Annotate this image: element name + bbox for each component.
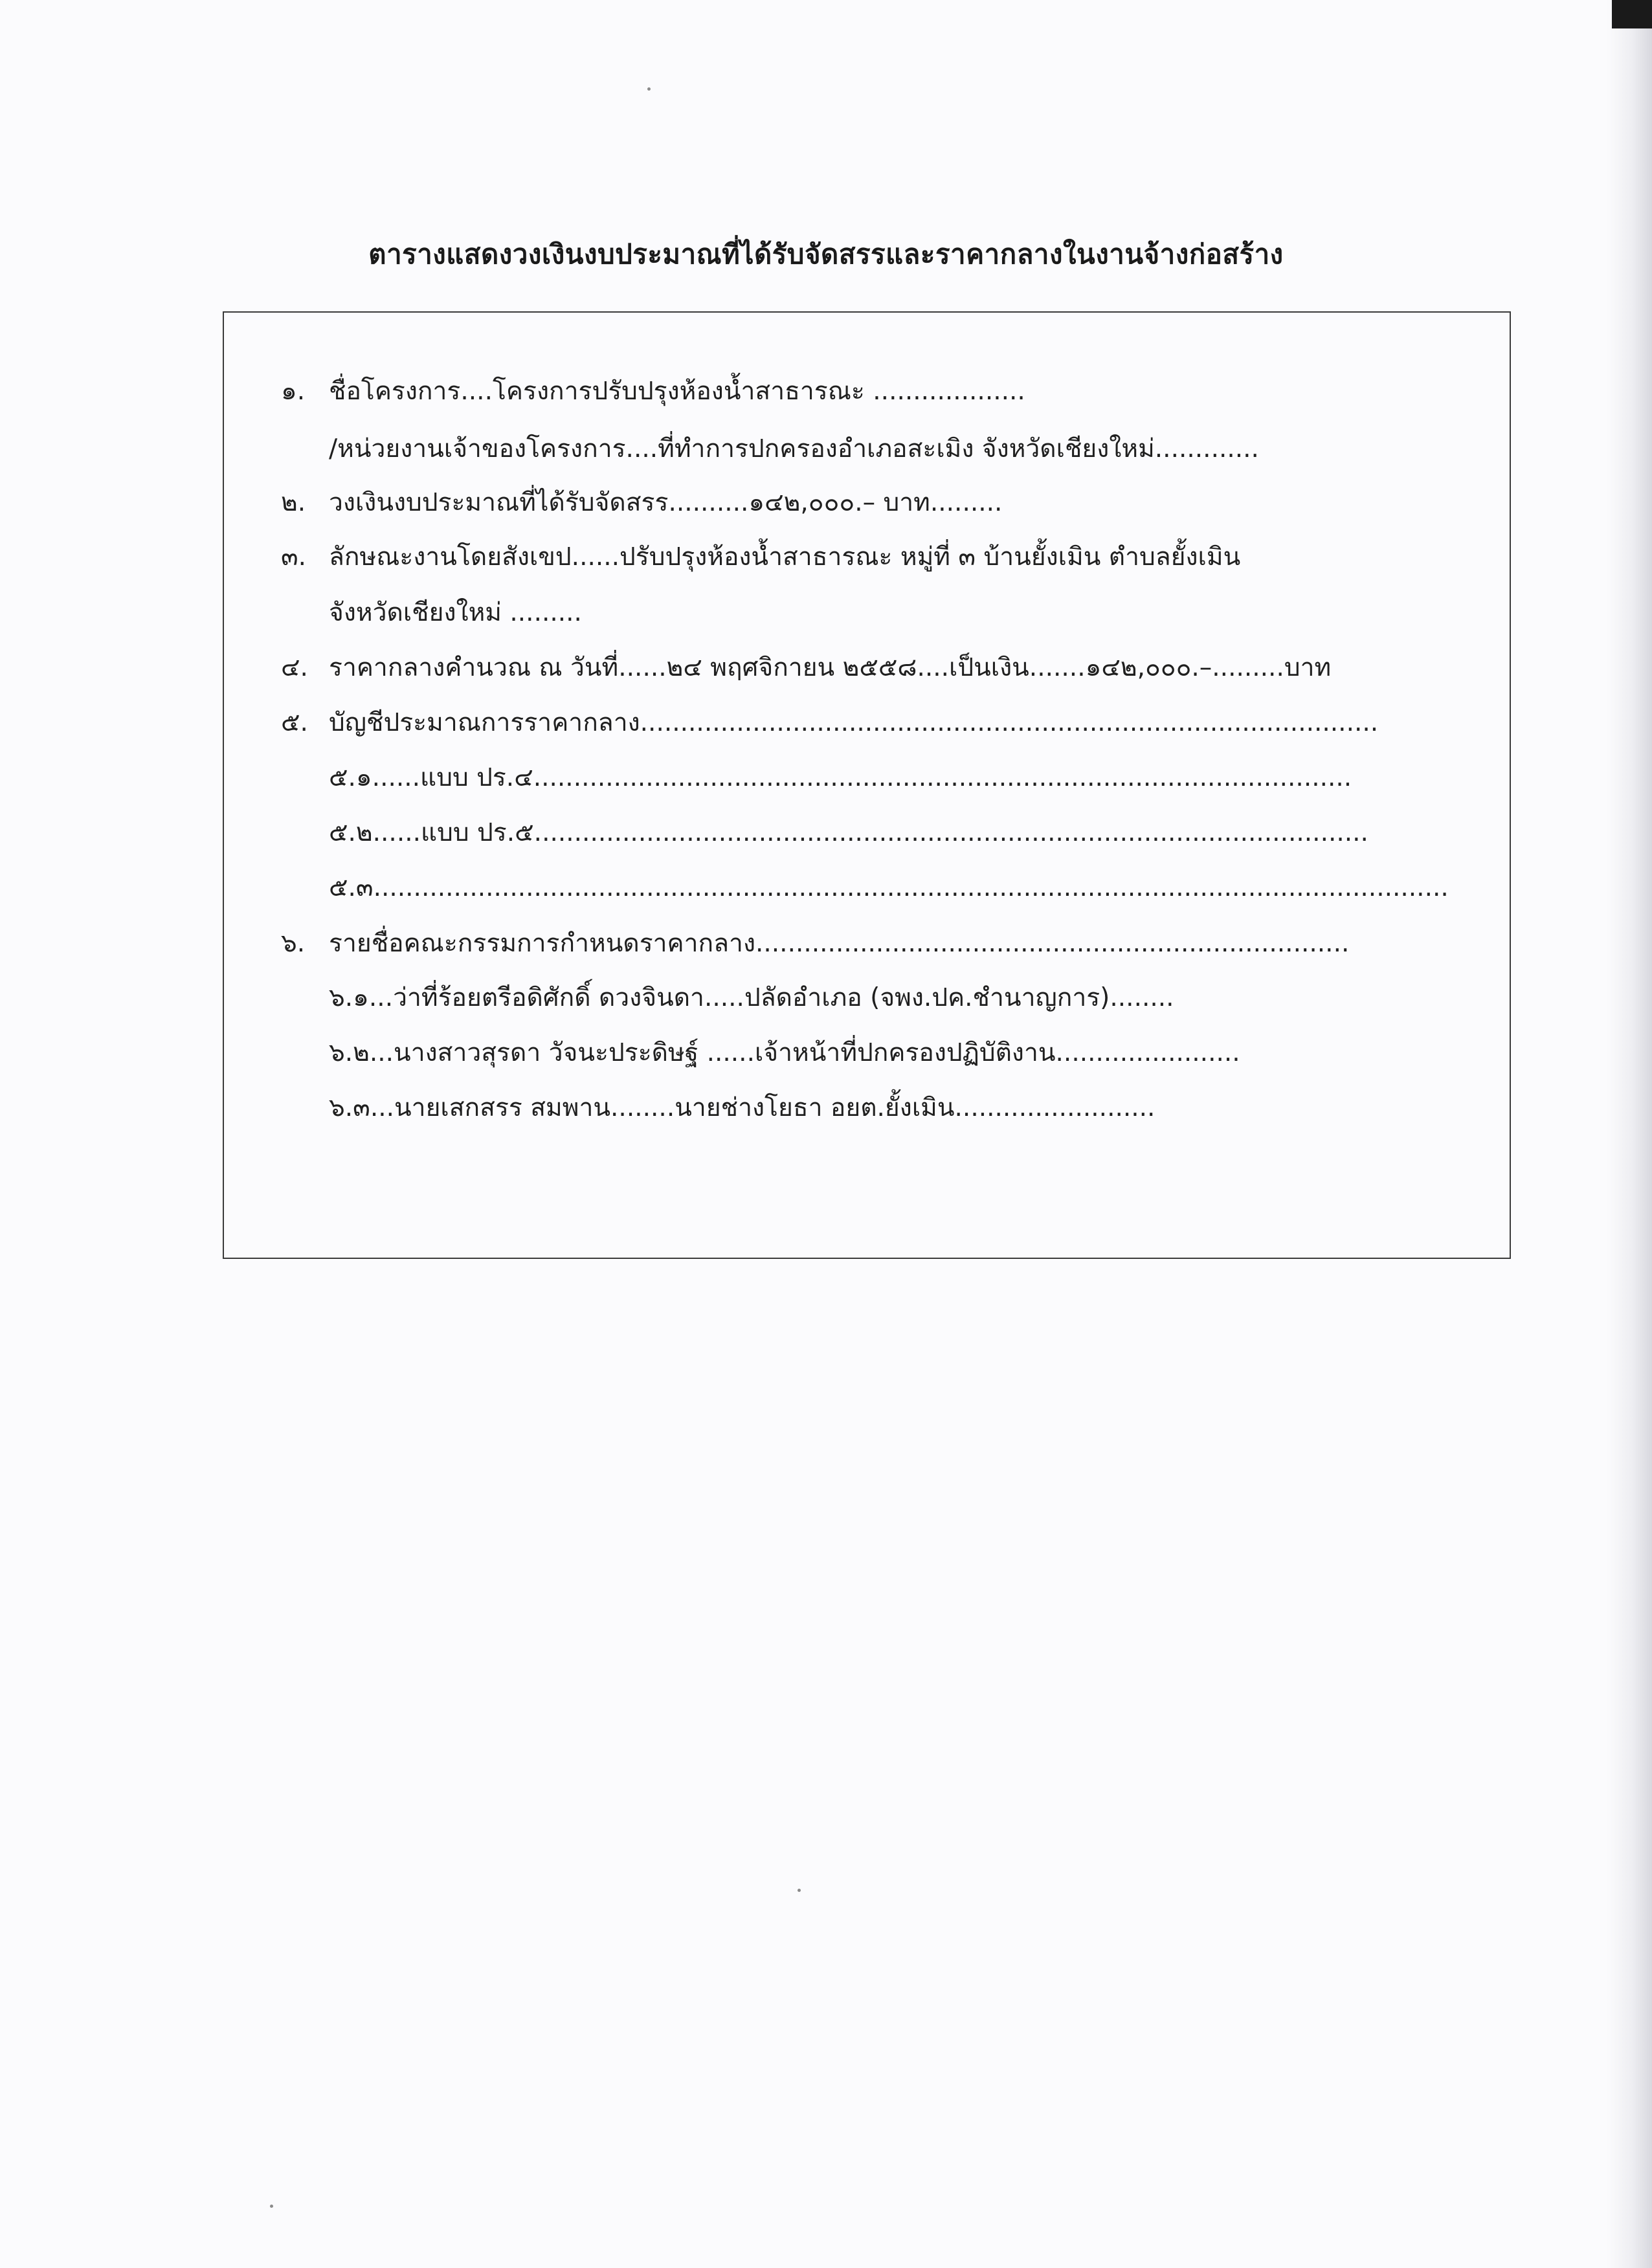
item-text: ราคากลางคำนวณ ณ วันที่......๒๔ พฤศจิกายน ๒๕๕๘....เป็นเงิน.......๑๔๒,๐๐๐.–.........บาท: [329, 653, 1332, 682]
item-5-2: [329, 816, 1368, 850]
item-6-2: [329, 1036, 1240, 1070]
scan-speck: [270, 2205, 273, 2208]
item-6-1: [329, 981, 1174, 1015]
item-text: บัญชีประมาณการราคากลาง............................................................................................: [329, 708, 1379, 737]
item-text: ๕.๒......แบบ ปร.๕........................................................................................................: [329, 818, 1368, 847]
item-text: วงเงินงบประมาณที่ได้รับจัดสรร..........๑๔๒,๐๐๐.– บาท.........: [329, 488, 1003, 517]
item-text: ลักษณะงานโดยสังเขป......ปรับปรุงห้องน้ำสาธารณะ หมู่ที่ ๓ บ้านยั้งเมิน ตำบลยั้งเมิน: [329, 542, 1241, 572]
item-text: ๖.๑...ว่าที่ร้อยตรีอดิศักดิ์ ดวงจินดา.....ปลัดอำเภอ (จพง.ปค.ชำนาญการ)........: [329, 983, 1174, 1012]
scan-edge-shadow: [1607, 0, 1652, 2268]
item-number: ๔.: [281, 653, 308, 682]
item-1-agency: [329, 432, 1259, 466]
item-text: จังหวัดเชียงใหม่ .........: [329, 598, 582, 627]
item-number: ๕.: [281, 708, 308, 737]
item-text: ๕.๑......แบบ ปร.๔......................................................................................................: [329, 763, 1352, 792]
scan-speck: [798, 1889, 801, 1892]
project-info-box: [223, 311, 1511, 1259]
item-number: ๒.: [281, 488, 306, 517]
item-6-3: [329, 1091, 1155, 1125]
item-3-cont: [329, 596, 582, 630]
item-text: ๖.๓...นายเสกสรร สมพาน........นายช่างโยธา อยต.ยั้งเมิน.........................: [329, 1093, 1155, 1122]
item-number: ๖.: [281, 929, 306, 958]
item-5-3: [329, 871, 1449, 905]
item-text: ชื่อโครงการ....โครงการปรับปรุงห้องน้ำสาธารณะ ...................: [329, 377, 1025, 406]
item-text: รายชื่อคณะกรรมการกำหนดราคากลาง..........................................................................: [329, 929, 1350, 958]
scan-corner-mark: [1612, 0, 1652, 28]
item-5-1: [329, 761, 1352, 795]
item-text: ๖.๒...นางสาวสุรดา วัจนะประดิษฐ์ ......เจ้าหน้าที่ปกครองปฏิบัติงาน.......................: [329, 1038, 1240, 1067]
item-text: /หน่วยงานเจ้าของโครงการ....ที่ทำการปกครองอำเภอสะเมิง จังหวัดเชียงใหม่.............: [329, 434, 1259, 463]
item-number: ๓.: [281, 542, 307, 572]
scan-speck: [647, 87, 651, 91]
item-text: ๕.๓......................................................................................................................................: [329, 873, 1449, 902]
page-title: ตารางแสดงวงเงินงบประมาณที่ได้รับจัดสรรและราคากลางในงานจ้างก่อสร้าง: [368, 238, 1284, 270]
item-number: ๑.: [281, 377, 306, 406]
